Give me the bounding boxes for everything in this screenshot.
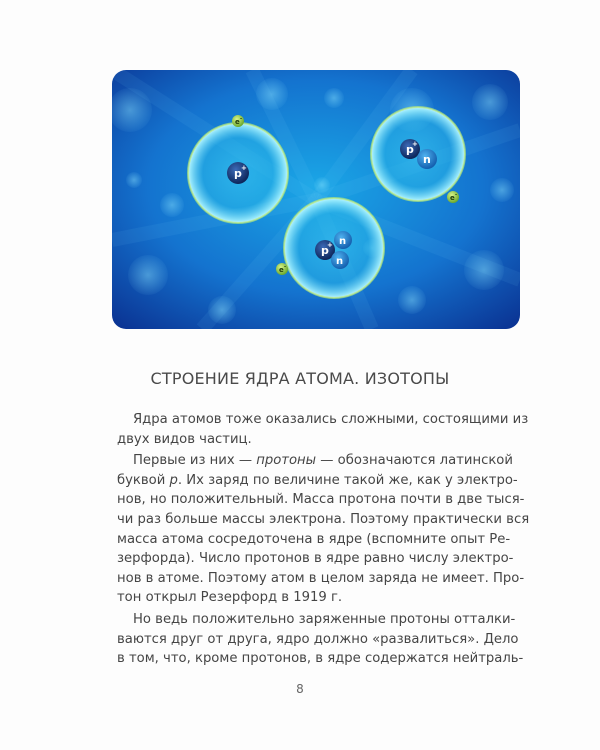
svg-text:+: + [412, 140, 418, 148]
line-text: чи раз больше массы электрона. Поэтому практически вся [117, 511, 530, 527]
svg-text:+: + [241, 164, 247, 172]
line-text: нов, но положительный. Масса протона почти в две тыся- [117, 492, 525, 508]
text-line [117, 569, 525, 589]
line-text: тон открыл Резерфорд в 1919 г. [117, 590, 343, 606]
text-line [117, 490, 525, 510]
proton-particle [227, 162, 249, 184]
svg-text:p: p [406, 143, 414, 156]
text-line [117, 630, 525, 650]
term-symbol-p: р [169, 472, 178, 488]
text-line [117, 510, 530, 530]
page-number: 8 [296, 682, 304, 696]
line-text: в том, что, кроме протонов, в ядре содержатся нейтраль- [117, 651, 524, 667]
line-text: Но ведь положительно заряженные протоны отталки- [133, 611, 516, 627]
body-text [117, 410, 530, 669]
text-line [117, 451, 525, 471]
line-text: Первые из них — [133, 453, 257, 469]
svg-text:-: - [240, 116, 243, 122]
line-text: нов в атоме. Поэтому атом в целом заряда не имеет. Про- [117, 570, 525, 586]
text-line [117, 649, 525, 669]
electron-particle [232, 115, 244, 127]
svg-text:-: - [284, 264, 287, 270]
text-line [117, 430, 525, 450]
electron-particle [276, 263, 288, 275]
line-text: буквой [117, 472, 170, 488]
proton-particle [400, 139, 420, 159]
atom-deuterium [371, 107, 465, 203]
text-line [117, 588, 525, 608]
term-protons: протоны [256, 453, 317, 469]
line-text: . Их заряд по величине такой же, как у электро- [177, 472, 518, 488]
line-text: Ядра атомов тоже оказались сложными, состоящими из [133, 412, 529, 427]
neutron-particle [417, 149, 437, 169]
neutron-particle [331, 251, 349, 269]
text-line [117, 610, 525, 630]
section-heading: СТРОЕНИЕ ЯДРА АТОМА. ИЗОТОПЫ [150, 369, 450, 388]
electron-particle [447, 191, 459, 203]
svg-text:n: n [423, 153, 431, 166]
svg-text:p: p [321, 244, 329, 257]
atoms-illustration [112, 70, 520, 329]
svg-text:e: e [450, 194, 455, 202]
text-line [117, 471, 525, 491]
text-line [117, 530, 525, 550]
svg-text:-: - [455, 192, 458, 198]
svg-text:n: n [336, 256, 344, 267]
svg-text:e: e [279, 266, 284, 274]
svg-text:n: n [339, 236, 347, 247]
line-text: двух видов частиц. [117, 431, 252, 447]
svg-text:e: e [235, 118, 240, 126]
line-text: масса атома сосредоточена в ядре (вспомните опыт Ре- [117, 531, 511, 547]
svg-text:p: p [234, 167, 242, 180]
svg-text:+: + [327, 241, 333, 249]
line-text: зерфорда). Число протонов в ядре равно числу электро- [117, 551, 514, 567]
line-text: ваются друг от друга, ядро должно «развалиться». Дело [117, 631, 519, 647]
line-text: — обозначаются латинской [316, 453, 513, 469]
text-line [117, 549, 525, 569]
text-line [117, 410, 529, 430]
neutron-particle [334, 231, 352, 249]
